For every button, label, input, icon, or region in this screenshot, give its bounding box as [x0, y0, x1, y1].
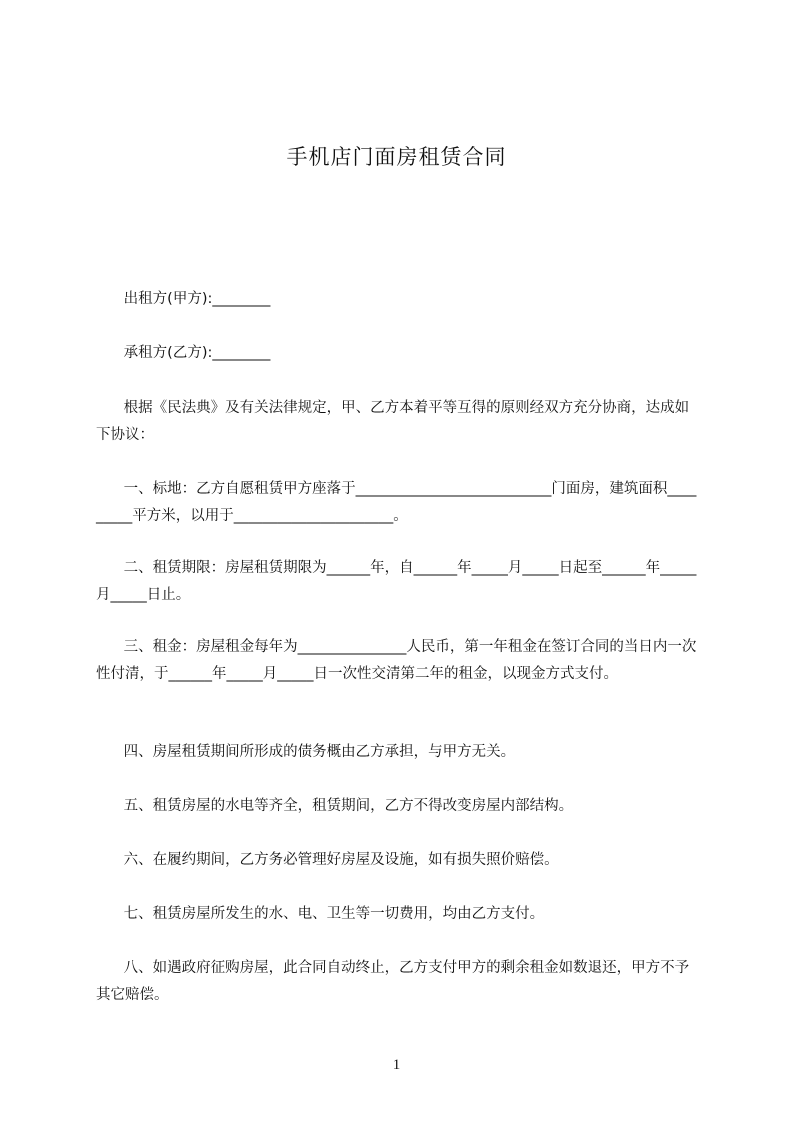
- page-number: 1: [392, 1057, 401, 1073]
- clause-8-expropriation: 八、如遇政府征购房屋，此合同自动终止，乙方支付甲方的剩余租金如数退还，甲方不予其它赔偿。: [96, 960, 690, 1003]
- document-title: 手机店门面房租赁合同: [286, 145, 507, 169]
- clause-6-maintenance: 六、在履约期间，乙方务必管理好房屋及设施，如有损失照价赔偿。: [96, 852, 559, 868]
- clause-3-rent: 三、租金：房屋租金每年为_______________人民币，第一年租金在签订合同的当日内一次性付清，于______年_____月_____日一次性交清第二年的租金，以现金方式支付。: [96, 639, 697, 682]
- clause-1-premises: 一、标地：乙方自愿租赁甲方座落于___________________________门面房，建筑面积_________平方米，以用于______________________。: [96, 481, 697, 524]
- clause-2-term: 二、租赁期限：房屋租赁期限为______年，自______年_____月_____日起至______年_____月_____日止。: [96, 560, 697, 603]
- clause-5-structure: 五、租赁房屋的水电等齐全，租赁期间，乙方不得改变房屋内部结构。: [96, 798, 574, 814]
- lessee-line: 承租方(乙方):________: [96, 345, 271, 361]
- lessor-line: 出租方(甲方):________: [96, 291, 271, 307]
- clause-4-debts: 四、房屋租赁期间所形成的债务概由乙方承担，与甲方无关。: [96, 744, 516, 760]
- clause-7-utilities: 七、租赁房屋所发生的水、电、卫生等一切费用，均由乙方支付。: [96, 906, 545, 922]
- preamble-paragraph: 根据《民法典》及有关法律规定，甲、乙方本着平等互得的原则经双方充分协商，达成如下协议：: [96, 400, 690, 443]
